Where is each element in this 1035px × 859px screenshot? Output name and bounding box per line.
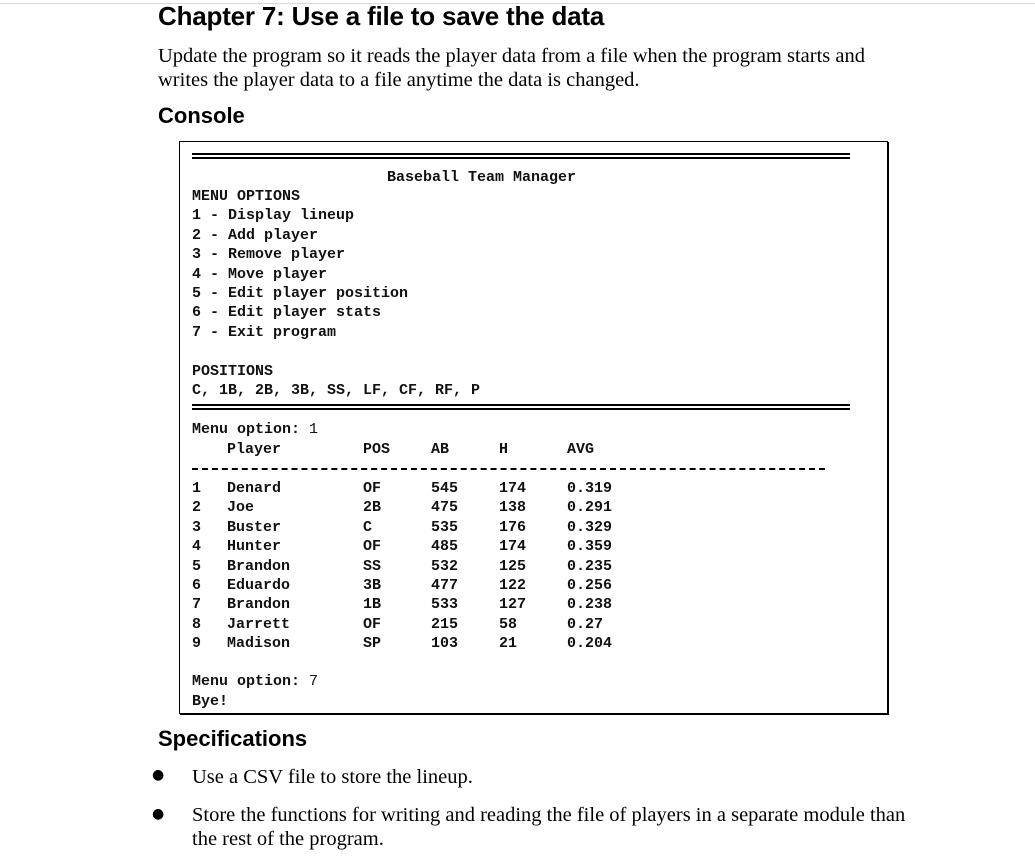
chapter-description: Update the program so it reads the player data from a file when the program starts and writes the player data to a file anytime the data is changed. bbox=[158, 45, 865, 91]
player-name: Jarrett bbox=[227, 615, 291, 633]
bullet-icon: ● bbox=[152, 806, 165, 822]
exit-message: Bye! bbox=[192, 693, 229, 710]
user-input: 7 bbox=[309, 673, 319, 690]
user-input: 1 bbox=[309, 421, 319, 438]
player-number: 2 bbox=[192, 499, 202, 517]
player-number: 9 bbox=[192, 635, 202, 653]
spec-item: Use a CSV file to store the lineup. bbox=[192, 766, 473, 788]
player-position: SP bbox=[363, 635, 382, 653]
player-at-bats: 532 bbox=[431, 557, 459, 575]
positions-heading: POSITIONS bbox=[192, 363, 274, 380]
player-position: OF bbox=[363, 538, 382, 556]
player-hits: 127 bbox=[499, 596, 527, 614]
player-at-bats: 485 bbox=[431, 538, 459, 556]
prompt-label: Menu option: bbox=[192, 421, 310, 438]
player-name: Eduardo bbox=[227, 577, 291, 594]
app-title: Baseball Team Manager bbox=[387, 169, 577, 186]
player-number: 7 bbox=[192, 596, 202, 614]
player-name: Joe bbox=[227, 499, 255, 517]
player-number: 6 bbox=[192, 577, 202, 594]
player-name: Brandon bbox=[227, 557, 291, 575]
player-number: 8 bbox=[192, 615, 202, 633]
player-average: 0.329 bbox=[567, 518, 613, 536]
player-average: 0.319 bbox=[567, 480, 613, 497]
player-number: 5 bbox=[192, 557, 202, 575]
menu-item: 1 - Display lineup bbox=[192, 207, 355, 224]
player-name: Madison bbox=[227, 635, 291, 653]
col-header-avg: AVG bbox=[567, 441, 595, 458]
player-position: 1B bbox=[363, 596, 382, 614]
menu-item: 6 - Edit player stats bbox=[192, 304, 382, 321]
player-hits: 176 bbox=[499, 518, 527, 536]
col-header-h: H bbox=[499, 441, 509, 458]
player-position: C bbox=[363, 518, 373, 536]
player-average: 0.238 bbox=[567, 596, 613, 614]
player-average: 0.256 bbox=[567, 577, 613, 594]
spec-item: Store the functions for writing and reading the file of players in a separate module than the rest of the program. bbox=[192, 804, 906, 850]
player-at-bats: 215 bbox=[431, 615, 459, 633]
player-hits: 125 bbox=[499, 557, 527, 575]
player-position: OF bbox=[363, 480, 382, 497]
player-name: Buster bbox=[227, 518, 282, 536]
menu-item: 3 - Remove player bbox=[192, 246, 346, 263]
menu-item: 5 - Edit player position bbox=[192, 285, 409, 302]
player-position: OF bbox=[363, 615, 382, 633]
col-header-player: Player bbox=[227, 441, 282, 458]
player-hits: 58 bbox=[499, 615, 518, 633]
player-at-bats: 535 bbox=[431, 518, 459, 536]
prompt-label: Menu option: bbox=[192, 673, 310, 690]
player-position: 3B bbox=[363, 577, 382, 594]
positions-list: C, 1B, 2B, 3B, SS, LF, CF, RF, P bbox=[192, 382, 481, 399]
player-at-bats: 533 bbox=[431, 596, 459, 614]
player-number: 4 bbox=[192, 538, 202, 556]
player-position: 2B bbox=[363, 499, 382, 517]
console-heading: Console bbox=[158, 103, 245, 128]
player-hits: 122 bbox=[499, 577, 527, 594]
player-name: Brandon bbox=[227, 596, 291, 614]
menu-heading: MENU OPTIONS bbox=[192, 188, 301, 205]
player-average: 0.204 bbox=[567, 635, 613, 653]
player-hits: 138 bbox=[499, 499, 527, 517]
menu-item: 4 - Move player bbox=[192, 266, 328, 283]
player-at-bats: 103 bbox=[431, 635, 459, 653]
player-at-bats: 475 bbox=[431, 499, 459, 517]
player-number: 1 bbox=[192, 480, 202, 497]
player-average: 0.235 bbox=[567, 557, 613, 575]
double-rule-top bbox=[192, 153, 850, 159]
bullet-icon: ● bbox=[152, 767, 165, 783]
player-name: Hunter bbox=[227, 538, 282, 556]
col-header-ab: AB bbox=[431, 441, 450, 458]
menu-item: 7 - Exit program bbox=[192, 324, 337, 341]
col-header-pos: POS bbox=[363, 441, 391, 458]
menu-prompt bbox=[192, 672, 318, 691]
player-average: 0.27 bbox=[567, 615, 604, 633]
player-hits: 174 bbox=[499, 538, 527, 556]
chapter-title: Chapter 7: Use a file to save the data bbox=[158, 1, 605, 31]
console-output bbox=[179, 141, 888, 714]
player-number: 3 bbox=[192, 518, 202, 536]
player-average: 0.359 bbox=[567, 538, 613, 556]
player-name: Denard bbox=[227, 480, 282, 497]
menu-item: 2 - Add player bbox=[192, 227, 319, 244]
player-at-bats: 477 bbox=[431, 577, 459, 594]
double-rule-middle bbox=[192, 404, 850, 410]
player-hits: 174 bbox=[499, 480, 527, 497]
dashed-rule bbox=[192, 468, 825, 470]
specifications-heading: Specifications bbox=[158, 726, 308, 751]
player-hits: 21 bbox=[499, 635, 518, 653]
player-average: 0.291 bbox=[567, 499, 613, 517]
menu-prompt bbox=[192, 420, 318, 439]
player-position: SS bbox=[363, 557, 382, 575]
player-at-bats: 545 bbox=[431, 480, 459, 497]
